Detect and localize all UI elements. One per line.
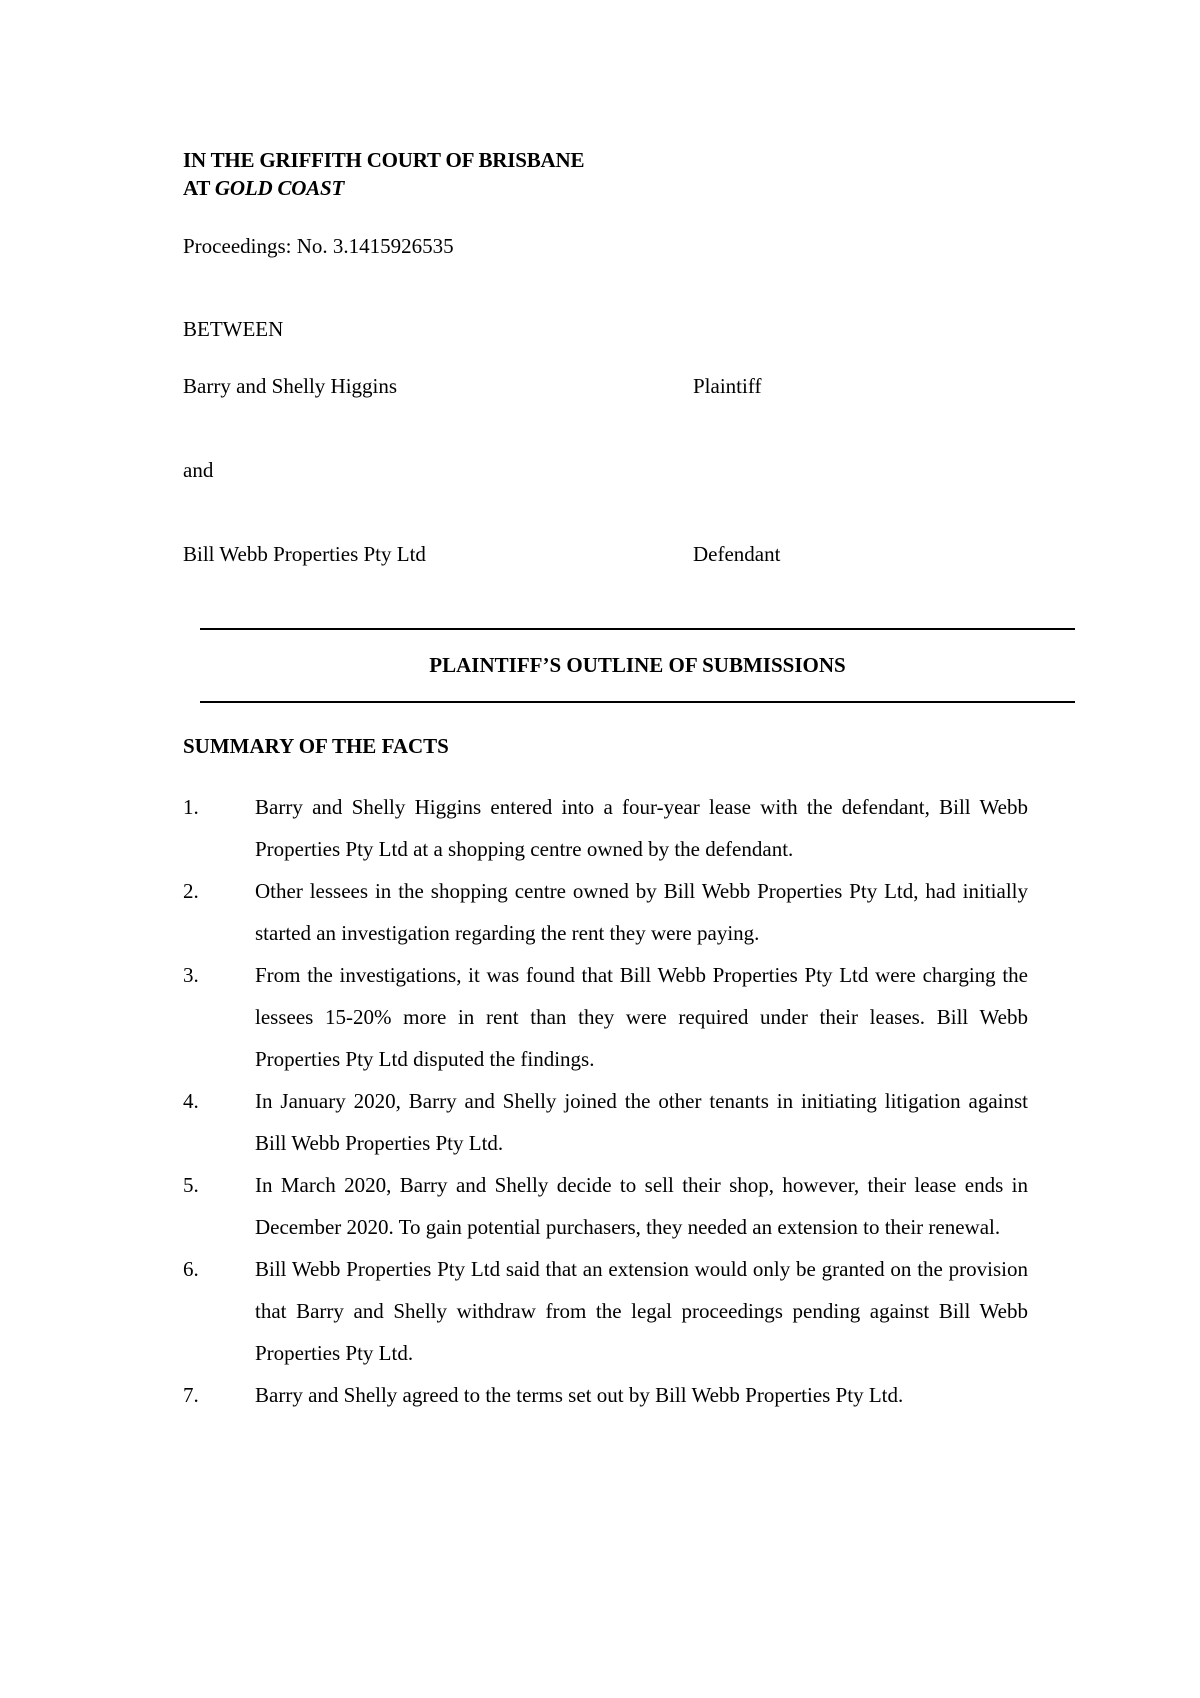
fact-item xyxy=(183,1374,1028,1416)
proceedings-number: Proceedings: No. 3.1415926535 xyxy=(183,234,454,258)
defendant-role: Defendant xyxy=(693,542,781,566)
plaintiff-row xyxy=(183,372,1083,400)
facts-list xyxy=(183,786,1028,1416)
plaintiff-role: Plaintiff xyxy=(693,374,762,398)
court-name: IN THE GRIFFITH COURT OF BRISBANE xyxy=(183,148,585,172)
fact-item xyxy=(183,1080,1028,1164)
court-location: GOLD COAST xyxy=(214,176,345,200)
fact-number: 2. xyxy=(183,879,199,903)
court-location-prefix: AT xyxy=(183,176,215,200)
fact-text: Barry and Shelly Higgins entered into a four-year lease with the defendant, Bill Webb Properties Pty Ltd at a shopping centre owned by the defendant. xyxy=(255,795,1028,861)
court-heading xyxy=(183,146,584,202)
fact-text: Other lessees in the shopping centre owned by Bill Webb Properties Pty Ltd, had initially started an investigation regarding the rent they were paying. xyxy=(255,879,1028,945)
fact-text: Barry and Shelly agreed to the terms set out by Bill Webb Properties Pty Ltd. xyxy=(255,1383,904,1407)
court-location-line xyxy=(183,174,584,202)
fact-text: In March 2020, Barry and Shelly decide to sell their shop, however, their lease ends in December 2020. To gain potential purchasers, they needed an extension to their renewal. xyxy=(255,1173,1028,1239)
defendant-row xyxy=(183,540,1083,568)
fact-text: In January 2020, Barry and Shelly joined the other tenants in initiating litigation against Bill Webb Properties Pty Ltd. xyxy=(255,1089,1028,1155)
fact-number: 6. xyxy=(183,1257,199,1281)
fact-number: 7. xyxy=(183,1383,199,1407)
fact-item xyxy=(183,954,1028,1080)
defendant-name: Bill Webb Properties Pty Ltd xyxy=(183,542,426,566)
fact-text: Bill Webb Properties Pty Ltd said that an extension would only be granted on the provision that Barry and Shelly withdraw from the legal proceedings pending against Bill Webb Properties Pty Ltd. xyxy=(255,1257,1028,1365)
fact-item xyxy=(183,786,1028,870)
fact-number: 4. xyxy=(183,1089,199,1113)
document-title: PLAINTIFF’S OUTLINE OF SUBMISSIONS xyxy=(429,653,846,677)
fact-number: 1. xyxy=(183,795,199,819)
fact-text: From the investigations, it was found that Bill Webb Properties Pty Ltd were charging the lessees 15-20% more in rent than they were required under their leases. Bill Webb Properties Pty Ltd disputed the findings. xyxy=(255,963,1028,1071)
title-top-rule xyxy=(200,628,1075,630)
fact-item xyxy=(183,870,1028,954)
fact-item xyxy=(183,1164,1028,1248)
fact-item xyxy=(183,1248,1028,1374)
parties-conjunction: and xyxy=(183,458,214,482)
between-label: BETWEEN xyxy=(183,317,284,341)
title-bottom-rule xyxy=(200,701,1075,703)
plaintiff-name: Barry and Shelly Higgins xyxy=(183,374,398,398)
section-heading: SUMMARY OF THE FACTS xyxy=(183,734,449,758)
fact-number: 5. xyxy=(183,1173,199,1197)
fact-number: 3. xyxy=(183,963,199,987)
